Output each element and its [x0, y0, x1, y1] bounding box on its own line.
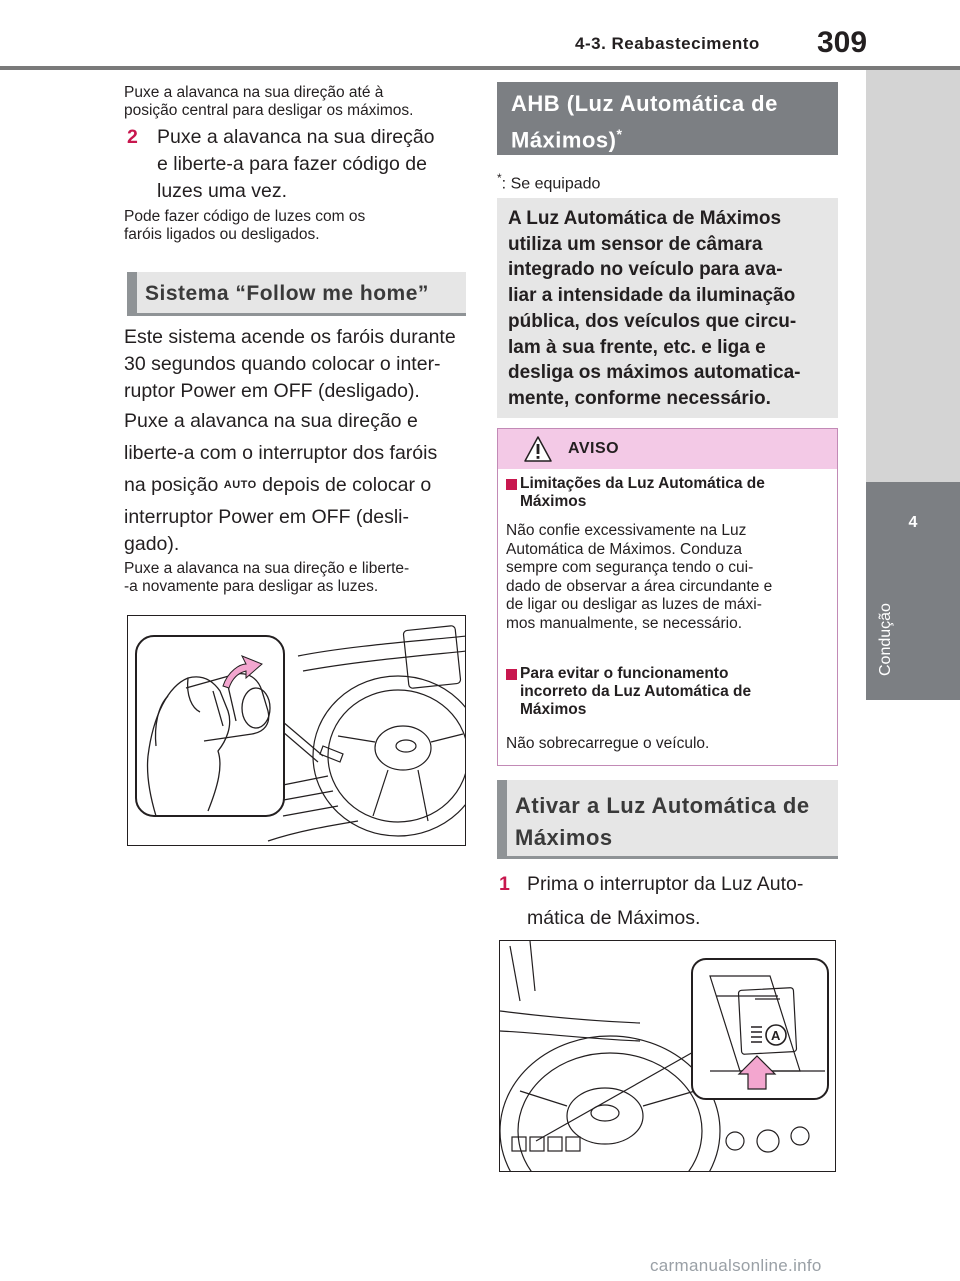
- follow-me-home-paragraph-1: Este sistema acende os faróis durante 30 segundos quando colocar o inter- ruptor Power em OFF (desligado).: [124, 326, 456, 402]
- watermark: carmanualsonline.info: [650, 1256, 822, 1275]
- page-number: 309: [817, 26, 868, 59]
- side-tab-background: [866, 70, 960, 482]
- step-2-note: Pode fazer código de luzes com os faróis ligados ou desligados.: [124, 208, 366, 243]
- warning-header: [498, 429, 837, 469]
- ahb-switch-drawing: [500, 941, 836, 1172]
- headlight-lever-illustration: [127, 615, 466, 846]
- warning-item-2-body: Não sobrecarregue o veículo.: [506, 735, 710, 752]
- activate-ahb-heading: Ativar a Luz Automática de Máximos: [497, 780, 838, 859]
- lever-drawing: [128, 616, 466, 846]
- ahb-switch-illustration: [499, 940, 836, 1172]
- bullet-square-icon: [506, 479, 517, 490]
- ahb-heading: AHB (Luz Automática de Máximos)*: [497, 82, 838, 155]
- warning-box: [497, 428, 838, 766]
- step-number: 1: [499, 873, 510, 895]
- side-tab-number: 4: [908, 514, 918, 531]
- intro-note: Puxe a alavanca na sua direção até à posição central para desligar os máximos.: [124, 84, 414, 119]
- side-tab-label: Condução: [877, 603, 894, 676]
- warning-title: AVISO: [568, 440, 620, 457]
- follow-me-home-heading: Sistema “Follow me home”: [127, 272, 466, 316]
- footnote: *: Se equipado: [497, 171, 601, 193]
- follow-me-home-paragraph-2: Puxe a alavanca na sua direção e liberte-a com o interruptor dos faróis na posição AUTO depois de colocar o interruptor Power em OFF (desli- gado).: [124, 410, 438, 555]
- warning-triangle-icon: [524, 436, 552, 462]
- warning-item-1-title: Limitações da Luz Automática de Máximos: [520, 475, 765, 510]
- bullet-square-icon: [506, 669, 517, 680]
- svg-text:A: A: [771, 1028, 781, 1043]
- follow-me-home-note: Puxe a alavanca na sua direção e liberte- -a novamente para desligar as luzes.: [124, 560, 410, 595]
- step-number: 2: [127, 126, 138, 148]
- warning-item-1-body: Não confie excessivamente na Luz Automática de Máximos. Conduza sempre com segurança tendo o cui- dado de observar a área circundante e de ligar ou desligar as luzes de máxi- mos manualmente, se necessário.: [506, 522, 773, 632]
- ahb-intro-text: A Luz Automática de Máximos utiliza um sensor de câmara integrado no veículo para ava- liar a intensidade da iluminação pública, dos veículos que circu- lam à sua frente, etc. e liga e desliga os máximos automatica- mente, conforme necessário.: [508, 208, 801, 409]
- warning-item-2-title: Para evitar o funcionamento incorreto da Luz Automática de Máximos: [520, 665, 752, 718]
- section-title: 4-3. Reabastecimento: [575, 34, 760, 53]
- auto-symbol: AUTO: [223, 479, 257, 491]
- header-divider: [0, 66, 960, 70]
- ahb-intro-box: [497, 198, 838, 418]
